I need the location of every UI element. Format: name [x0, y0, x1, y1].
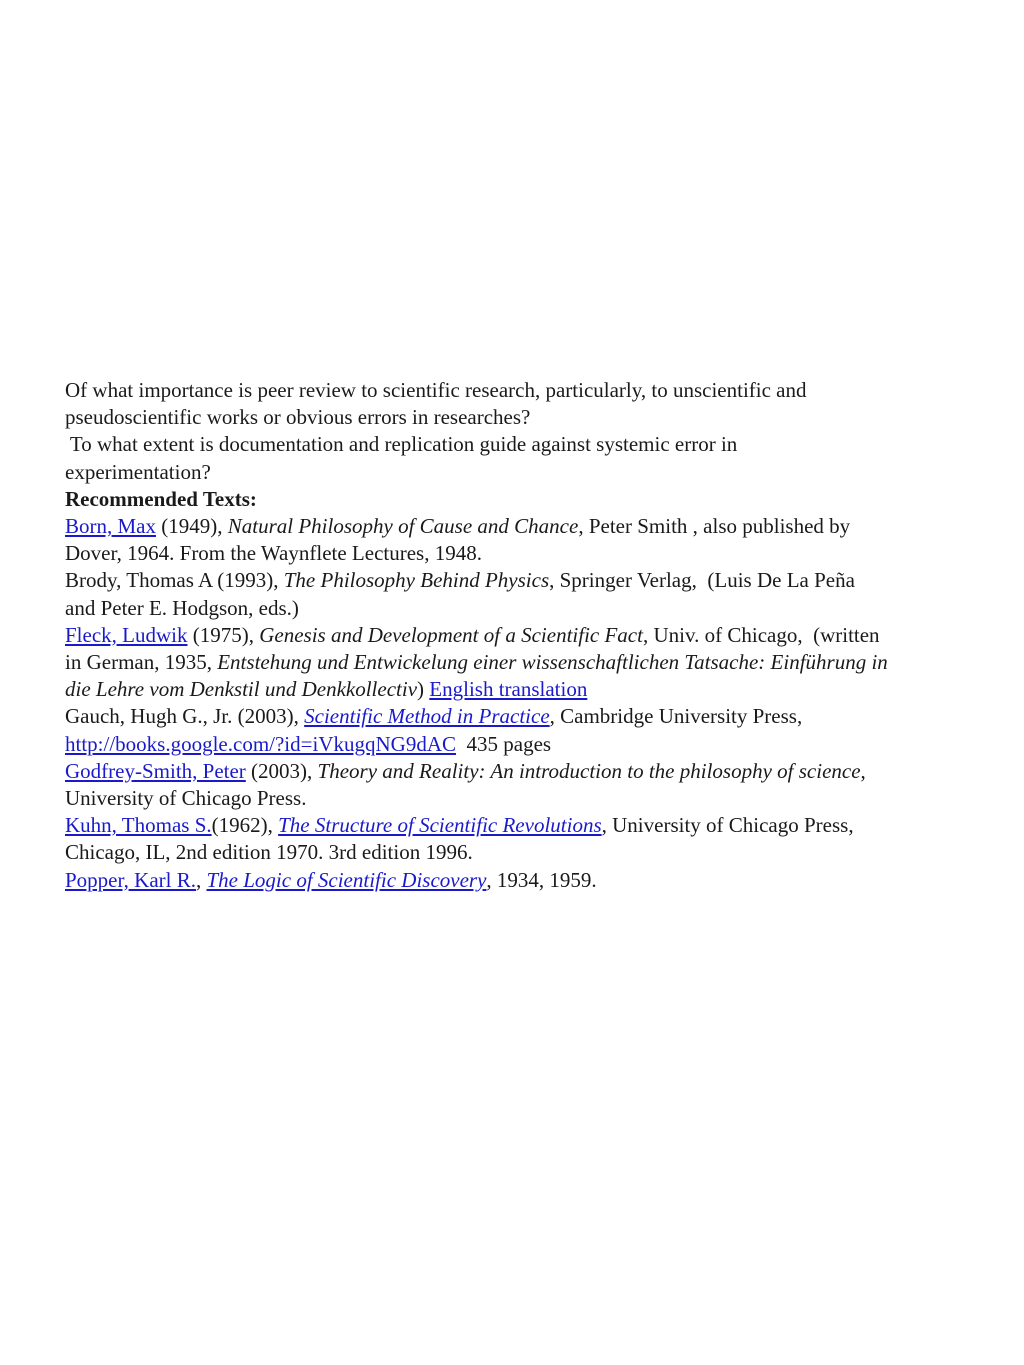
- ref-gauch-line-2: [65, 731, 965, 758]
- ref-popper-title-link[interactable]: The Logic of Scientific Discovery: [206, 867, 487, 892]
- ref-popper-years: , 1934, 1959.: [486, 867, 597, 892]
- ref-fleck-year: (1975),: [187, 622, 260, 647]
- ref-kuhn-title-link[interactable]: The Structure of Scientific Revolutions: [278, 813, 602, 838]
- ref-brody-line-1: [65, 567, 965, 594]
- ref-fleck-title: Genesis and Development of a Scientific Fact: [259, 622, 643, 647]
- ref-born-publisher: , Peter Smith , also published by: [578, 514, 851, 539]
- ref-gauch-title-link[interactable]: Scientific Method in Practice: [304, 704, 550, 729]
- ref-popper-author-link[interactable]: Popper, Karl R.: [65, 867, 196, 892]
- ref-fleck-original-title-2: die Lehre vom Denkstil und Denkkollectiv: [65, 677, 418, 702]
- ref-kuhn-year: (1962),: [211, 813, 279, 838]
- ref-fleck-paren: ): [417, 677, 430, 702]
- ref-kuhn-line-1: [65, 812, 965, 839]
- google-books-url-link[interactable]: http://books.google.com/?id=iVkugqNG9dAC: [65, 731, 456, 756]
- ref-godfrey-year: (2003),: [245, 758, 318, 783]
- ref-fleck-author-link[interactable]: Fleck, Ludwik: [65, 622, 188, 647]
- ref-kuhn-line-2: Chicago, IL, 2nd edition 1970. 3rd edition 1996.: [65, 840, 473, 865]
- question-1-line-2: pseudoscientific works or obvious errors in researches?: [65, 405, 531, 430]
- ref-brody-author-year: Brody, Thomas A (1993),: [65, 568, 284, 593]
- ref-born-line-1: [65, 513, 965, 540]
- ref-brody-line-2: and Peter E. Hodgson, eds.): [65, 595, 299, 620]
- ref-godfrey-line-1: [65, 758, 965, 785]
- ref-born-line-2: Dover, 1964. From the Waynflete Lectures, 1948.: [65, 541, 482, 566]
- ref-fleck-line-1: [65, 622, 965, 649]
- question-2-line-1: To what extent is documentation and replication guide against systemic error in: [65, 432, 738, 457]
- ref-popper-line-1: [65, 867, 965, 894]
- ref-born-author-link[interactable]: Born, Max: [65, 514, 156, 539]
- ref-gauch-author-year: Gauch, Hugh G., Jr. (2003),: [65, 704, 305, 729]
- ref-gauch-pages: 435 pages: [456, 731, 552, 756]
- ref-gauch-line-1: [65, 703, 965, 730]
- ref-fleck-publisher: , Univ. of Chicago, (written: [642, 622, 880, 647]
- ref-kuhn-author-link[interactable]: Kuhn, Thomas S.: [65, 813, 212, 838]
- ref-born-year: (1949),: [156, 514, 228, 539]
- ref-popper-separator: ,: [195, 867, 207, 892]
- ref-fleck-original-prefix: in German, 1935,: [65, 650, 218, 675]
- ref-kuhn-publisher: , University of Chicago Press,: [601, 813, 854, 838]
- ref-fleck-line-3: [65, 676, 965, 703]
- english-translation-link[interactable]: English translation: [429, 677, 588, 702]
- ref-godfrey-title: Theory and Reality: An introduction to the philosophy of science: [317, 758, 861, 783]
- ref-godfrey-author-link[interactable]: Godfrey-Smith, Peter: [65, 758, 246, 783]
- question-2-line-2: experimentation?: [65, 459, 211, 484]
- ref-gauch-publisher: , Cambridge University Press,: [549, 704, 803, 729]
- ref-godfrey-comma: ,: [860, 758, 866, 783]
- ref-brody-publisher: , Springer Verlag, (Luis De La Peña: [549, 568, 855, 593]
- ref-godfrey-line-2: University of Chicago Press.: [65, 786, 307, 811]
- ref-born-title: Natural Philosophy of Cause and Chance: [227, 514, 579, 539]
- document-body: [65, 377, 965, 894]
- question-1-line-1: Of what importance is peer review to scientific research, particularly, to unscientific and: [65, 378, 807, 402]
- recommended-texts-heading: Recommended Texts:: [65, 486, 257, 511]
- ref-brody-title: The Philosophy Behind Physics: [283, 568, 550, 593]
- ref-fleck-original-title-1: Entstehung und Entwickelung einer wissenschaftlichen Tatsache: Einführung in: [217, 650, 888, 675]
- ref-fleck-line-2: [65, 649, 965, 676]
